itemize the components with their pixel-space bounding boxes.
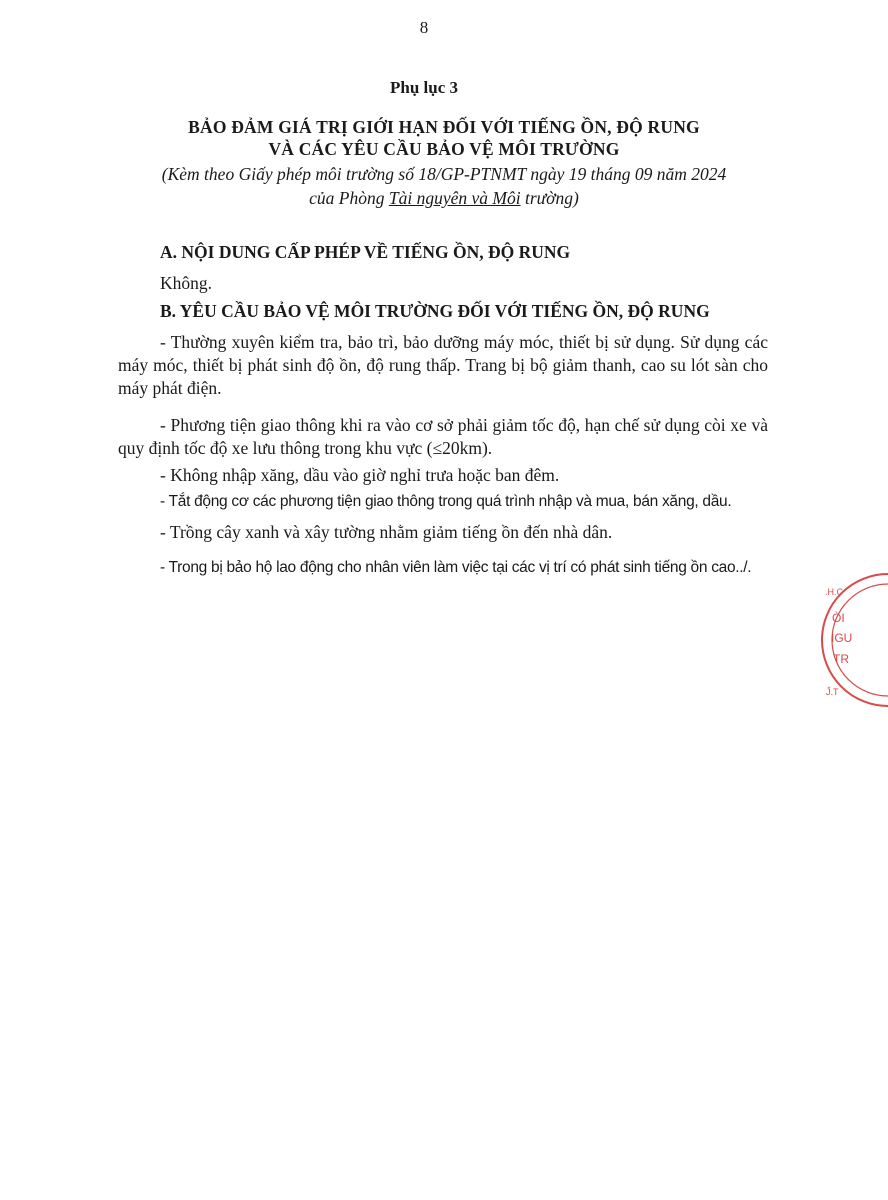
official-stamp-fragment	[818, 578, 853, 698]
subtitle-line-2	[0, 186, 888, 210]
section-b-heading: B. YÊU CẦU BẢO VỆ MÔI TRƯỜNG ĐỐI VỚI TIẾNG ỒN, ĐỘ RUNG	[160, 301, 710, 321]
section-b-item-3: - Không nhập xăng, dầu vào giờ nghỉ trưa hoặc ban đêm.	[160, 465, 560, 485]
subtitle-line-2-prefix: của Phòng	[309, 188, 389, 208]
stamp-text-4: TR	[833, 652, 849, 666]
section-a-body: Không.	[160, 273, 213, 293]
stamp-text-1: .H.C	[825, 587, 843, 597]
section-b-item-6: - Trong bị bảo hộ lao động cho nhân viên làm việc tại các vị trí có phát sinh tiếng ồn cao../.	[160, 559, 752, 576]
appendix-title: Phụ lục 3	[389, 78, 459, 97]
section-b-item-2: - Phương tiện giao thông khi ra vào cơ sở phải giảm tốc độ, hạn chế sử dụng còi xe và quy định tốc độ xe lưu thông trong khu vực (≤20km).	[118, 415, 768, 458]
section-b-item-1: - Thường xuyên kiểm tra, bảo trì, bảo dưỡng máy móc, thiết bị sử dụng. Sử dụng các máy móc, thiết bị phát sinh độ ồn, độ rung thấp. Trang bị bộ giảm thanh, cao su lót sàn cho máy phát điện.	[118, 332, 768, 398]
stamp-text-3: IGU	[831, 631, 853, 645]
document-subtitle	[0, 162, 888, 210]
section-b-item-5: - Trồng cây xanh và xây tường nhằm giảm tiếng ồn đến nhà dân.	[160, 522, 613, 542]
section-a-heading: A. NỘI DUNG CẤP PHÉP VỀ TIẾNG ỒN, ĐỘ RUNG	[160, 242, 571, 262]
title-line-1: BẢO ĐẢM GIÁ TRỊ GIỚI HẠN ĐỐI VỚI TIẾNG ỒN, ĐỘ RUNG	[188, 117, 700, 137]
page-number: 8	[419, 18, 429, 37]
subtitle-line-2-suffix: trường)	[520, 188, 579, 208]
stamp-text-2: ÒI	[832, 611, 845, 625]
section-b-item-4: - Tắt động cơ các phương tiện giao thông trong quá trình nhập và mua, bán xăng, dầu.	[160, 493, 732, 510]
subtitle-line-1: (Kèm theo Giấy phép môi trường số 18/GP-PTNMT ngày 19 tháng 09 năm 2024	[161, 164, 727, 184]
subtitle-line-2-underlined: Tài nguyên và Môi	[388, 188, 521, 208]
document-title	[0, 116, 888, 160]
stamp-text-5: Ĵ.T	[826, 687, 839, 697]
title-line-2: VÀ CÁC YÊU CẦU BẢO VỆ MÔI TRƯỜNG	[268, 139, 620, 159]
